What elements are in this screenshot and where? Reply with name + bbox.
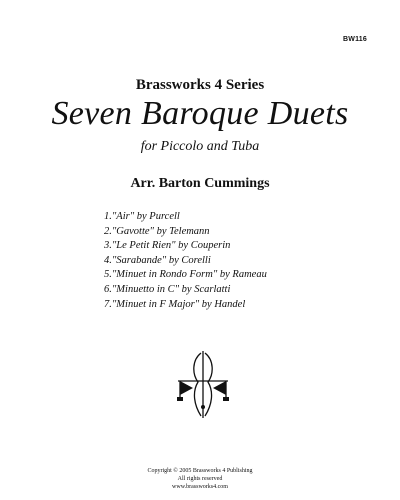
brassworks-logo-icon <box>170 350 236 420</box>
piece-title: "Le Petit Rien" <box>111 240 176 252</box>
by-word: by <box>199 298 215 310</box>
by-word: by <box>217 269 233 281</box>
composer-name: Purcell <box>149 211 180 222</box>
catalog-code: BW116 <box>343 36 367 43</box>
list-item <box>104 225 267 240</box>
list-item <box>104 239 267 254</box>
by-word: by <box>166 254 182 266</box>
subtitle: for Piccolo and Tuba <box>140 139 260 154</box>
composer-name: Handel <box>214 298 246 310</box>
list-item <box>104 254 267 269</box>
piece-title: "Minuet in F Major" <box>111 298 200 310</box>
item-number: 7. <box>104 298 112 310</box>
rights-line: All rights reserved <box>177 476 223 482</box>
item-number: 2. <box>104 225 112 237</box>
list-item <box>104 283 267 298</box>
piece-title: "Gavotte" <box>111 225 154 237</box>
composer-name: Rameau <box>232 269 267 281</box>
item-number: 6. <box>104 283 112 295</box>
piece-title: "Minuet in Rondo Form" <box>111 269 218 281</box>
composer-name: Telemann <box>169 225 210 237</box>
by-word: by <box>179 283 195 295</box>
contents-list <box>104 210 267 312</box>
arranger: Arr. Barton Cummings <box>130 176 270 191</box>
main-title: Seven Baroque Duets <box>51 95 349 132</box>
by-word: by <box>134 211 150 222</box>
item-number: 1. <box>104 211 112 222</box>
piece-title: "Sarabande" <box>111 254 167 266</box>
by-word: by <box>175 240 191 252</box>
composer-name: Scarlatti <box>194 283 231 295</box>
footer <box>0 467 400 491</box>
series-title: Brassworks 4 Series <box>135 77 265 93</box>
item-number: 4. <box>104 254 112 266</box>
item-number: 5. <box>104 269 112 281</box>
piece-title: "Air" <box>111 211 135 222</box>
copyright-line: Copyright © 2005 Brassworks 4 Publishing <box>147 468 253 474</box>
composer-name: Couperin <box>190 240 231 252</box>
item-number: 3. <box>104 240 112 252</box>
composer-name: Corelli <box>181 254 211 266</box>
website-link[interactable]: www.brassworks4.com <box>172 484 228 490</box>
list-item <box>104 268 267 283</box>
by-word: by <box>153 225 170 237</box>
list-item <box>104 298 267 313</box>
list-item <box>104 210 267 225</box>
piece-title: "Minuetto in C" <box>111 283 180 295</box>
